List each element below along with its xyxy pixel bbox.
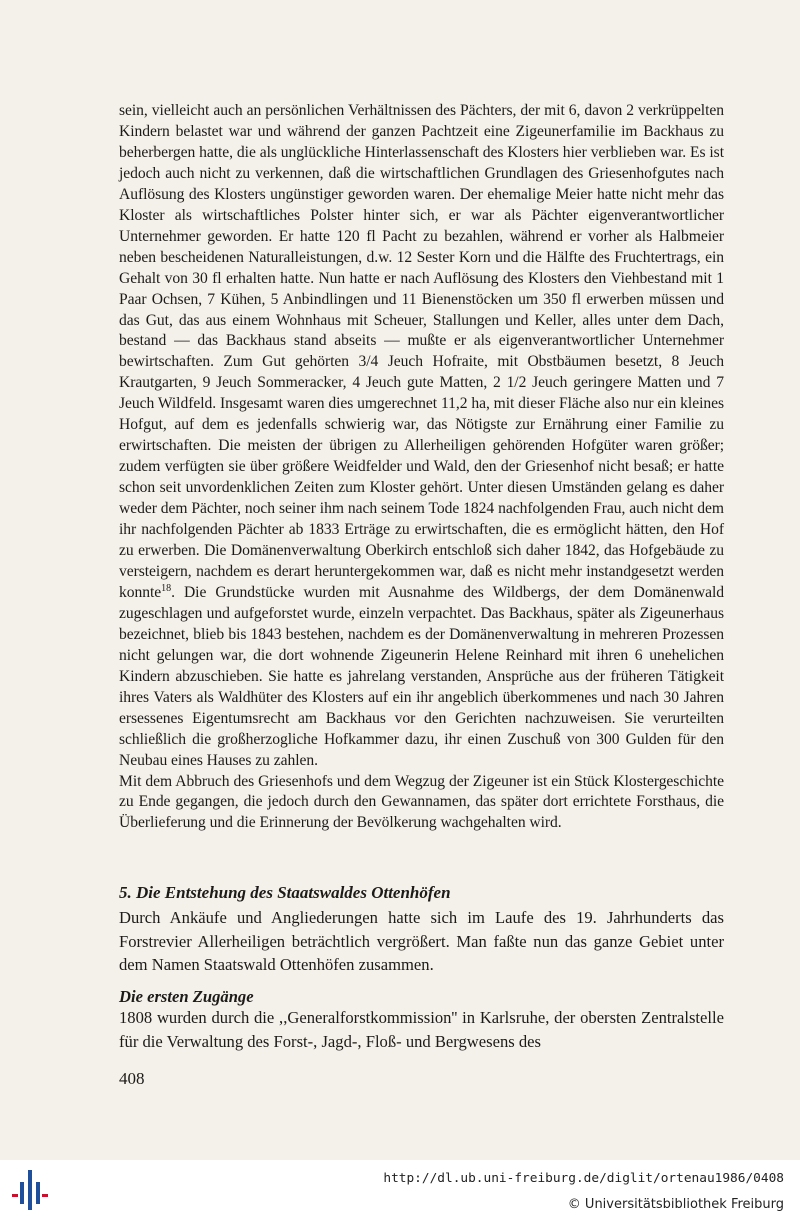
footnote-marker: 18 [161,582,172,594]
footer-bar [0,1160,800,1220]
paragraph-text: sein, vielleicht auch an persönlichen Verhältnissen des Pächters, der mit 6, davon 2 verkrüppelten Kindern belastet war und während der ganzen Pachtzeit eine Zigeunerfamilie im Backhaus zu beherbergen hatte, die als unglückliche Hinterlassenschaft des Klosters hier verblieben war. Es ist jedoch auch nicht zu verkennen, daß die wirtschaftlichen Grundlagen des Griesenhofgutes nach Auflösung des Klosters ungünstiger geworden waren. Der ehemalige Meier hatte nicht mehr das Kloster als wirtschaftliches Polster hinter sich, er war als Pächter eigenverantwortlicher Unternehmer geworden. Er hatte 120 fl Pacht zu bezahlen, während er vorher als Halbmeier neben bescheidenen Naturalleistungen, d.w. 12 Sester Korn und die Hälfte des Fruchtertrags, ein Gehalt von 30 fl erhalten hatte. Nun hatte er nach Auflösung des Klosters den Viehbestand mit 1 Paar Ochsen, 7 Kühen, 5 Anbindlingen und 11 Bienenstöcken um 350 fl erwerben müssen und das Gut, das aus einem Wohnhaus mit Scheuer, Stallungen und Keller, alles unter dem Dach, bestand — das Backhaus stand abseits — mußte er als eigenverantwortlicher Unternehmer bewirtschaften. Zum Gut gehörten 3/4 Jeuch Hofraite, mit Obstbäumen besetzt, 8 Jeuch Krautgarten, 9 Jeuch Sommeracker, 4 Jeuch gute Matten, 2 1/2 Jeuch geringere Matten und 7 Jeuch Wildfeld. Insgesamt waren dies umgerechnet 11,2 ha, mit dieser Fläche also nur ein kleines Hofgut, auf dem es jedenfalls schwierig war, das Nötigste zur Ernährung einer Familie zu erwirtschaften. Die meisten der übrigen zu Allerheiligen gehörenden Hofgüter waren größer; zudem verfügten sie über größere Weidfelder und Wald, den der Griesenhof nicht besaß; er hatte schon seit unvordenklichen Zeiten zum Kloster gehört. Unter diesen Umständen gelang es daher weder dem Pächter, noch seiner ihm nach seinem Tode 1824 nachfolgenden Frau, auch nicht dem ihr nachfolgenden Pächter ab 1833 Erträge zu erwirtschaften, die es ermöglicht hätten, den Hof zu erwerben. Die Domänenverwaltung Oberkirch entschloß sich daher 1842, das Hofgebäude zu versteigern, nachdem es derart heruntergekommen war, daß es nicht mehr instandgesetzt werden konnte [119,102,724,601]
subsection-heading: Die ersten Zugänge [119,987,254,1006]
permalink-url[interactable]: http://dl.ub.uni-freiburg.de/diglit/ortenau1986/0408 [383,1171,784,1186]
subsection-paragraph: 1808 wurden durch die ,,Generalforstkommission'' in Karlsruhe, der obersten Zentralstelle für die Verwaltung des Forst-, Jagd-, Floß- und Bergwesens des [119,1008,724,1051]
section-heading: 5. Die Entstehung des Staatswaldes Ottenhöfen [119,883,451,902]
copyright-notice: © Universitätsbibliothek Freiburg [567,1197,784,1212]
paragraph-griesenhof-lease [119,101,724,772]
paragraph-monastery-history: Mit dem Abbruch des Griesenhofs und dem Wegzug der Zigeuner ist ein Stück Klostergeschichte zu Ende gegangen, die jedoch durch den Gewannamen, das später dort errichtete Forsthaus, die Überlieferung und die Erinnerung der Bevölkerung wachgehalten wird. [119,772,724,832]
body-text [119,101,724,834]
ub-freiburg-logo-icon [10,1168,50,1212]
page-number: 408 [119,1069,145,1088]
section-paragraph: Durch Ankäufe und Angliederungen hatte sich im Laufe des 19. Jahrhunderts das Forstrevier Allerheiligen beträchtlich vergrößert. Man faßte nun das ganze Gebiet unter dem Namen Staatswald Ottenhöfen zusammen. [119,908,724,974]
paragraph-text-continued: . Die Grundstücke wurden mit Ausnahme des Wildbergs, der dem Domänenwald zugeschlagen und aufgeforstet wurde, einzeln verpachtet. Das Backhaus, später als Zigeunerhaus bezeichnet, blieb bis 1843 bestehen, nachdem es der Domänenverwaltung in mehreren Prozessen nicht gelungen war, die dort wohnende Zigeunerin Helene Reinhard mit ihren 6 unehelichen Kindern abzuschieben. Sie hatte es jahrelang verstanden, Ansprüche aus der früheren Tätigkeit ihres Vaters als Waldhüter des Klosters auf ein ihr angeblich überkommenes und nach 30 Jahren ersessenes Eigentumsrecht am Backhaus vor den Gerichten nachzuweisen. Sie verurteilten schließlich die großherzogliche Hofkammer dazu, ihr einen Zuschuß von 300 Gulden für den Neubau eines Hauses zu zahlen. [119,583,724,769]
